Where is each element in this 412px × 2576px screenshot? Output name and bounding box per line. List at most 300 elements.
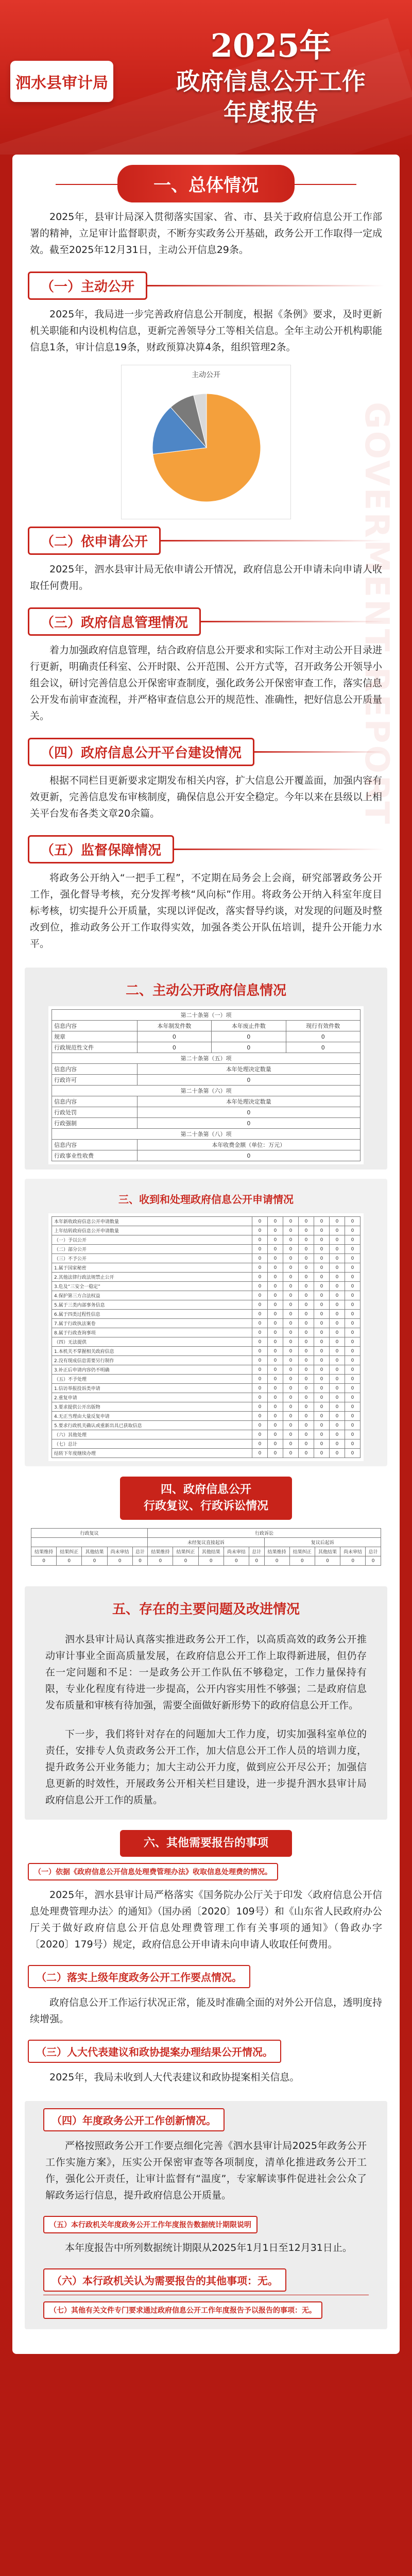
table-cell: 结果纠正 — [173, 1547, 198, 1556]
table-row — [52, 1310, 360, 1319]
table-cell: 0 — [268, 1421, 283, 1430]
active-disclosure-table — [52, 1009, 360, 1161]
table-cell: 行政强制 — [52, 1118, 138, 1129]
fee-text: 2025年，泗水县审计局严格落实《国务院办公厅关于印发〈政府信息公开信息处理费管理办法〉的通知》（国办函〔2020〕109号）和《山东省人民政府办公厅关于做好政府信息公开信息处理费管理工作有关事项的通知》（鲁政办字〔2020〕179号）规定，政府信息公开申请未向申请人收取任何费用。 — [30, 1889, 382, 1950]
table-cell: 0 — [268, 1412, 283, 1421]
table-cell: 0 — [283, 1439, 299, 1449]
table-cell: 0 — [82, 1556, 107, 1566]
table-cell: 0 — [57, 1556, 82, 1566]
table-cell: 现行有效件数 — [286, 1021, 360, 1031]
table-cell: 0 — [330, 1282, 345, 1291]
table-row — [52, 1402, 360, 1412]
other-item-misc — [43, 2268, 369, 2292]
table-cell: （一）予以公开 — [52, 1235, 252, 1245]
table-cell: 0 — [268, 1337, 283, 1347]
application-sheet — [48, 1213, 364, 1461]
table-cell: 0 — [252, 1393, 268, 1402]
table-cell: 0 — [268, 1347, 283, 1356]
table-row — [52, 1118, 360, 1129]
table-cell: 0 — [314, 1439, 330, 1449]
table-cell: 0 — [252, 1402, 268, 1412]
table-cell: 0 — [314, 1300, 330, 1310]
platform-text: 根据不同栏目更新要求定期发布相关内容，扩大信息公开覆盖面，加强内容有效更新，完善信息发布审核制度，确保信息公开安全稳定。今年以来在县级以上相关平台发布各类文章20余篇。 — [30, 775, 383, 819]
other-item-proposals — [28, 2040, 384, 2063]
table-cell: 行政事业性收费 — [52, 1150, 138, 1161]
table-cell: 0 — [345, 1235, 360, 1245]
table-row — [31, 1538, 381, 1547]
table-cell: 0 — [286, 1042, 360, 1053]
table-cell: 尚未审结 — [224, 1547, 249, 1556]
table-cell: 0 — [268, 1319, 283, 1328]
table-cell: 0 — [345, 1356, 360, 1365]
table-cell: 其他结果 — [82, 1547, 107, 1556]
application-table — [52, 1216, 360, 1458]
table-cell: 0 — [330, 1365, 345, 1375]
table-cell: 0 — [330, 1402, 345, 1412]
table-cell: 0 — [268, 1273, 283, 1282]
table-cell: 0 — [268, 1254, 283, 1263]
sub-heading-supervision — [28, 835, 384, 863]
table-cell: 0 — [252, 1300, 268, 1310]
table-cell: 0 — [299, 1393, 314, 1402]
table-cell: （四）无法提供 — [52, 1337, 252, 1347]
section-4-title — [120, 1477, 292, 1520]
table-cell: 4.保护第三方合法权益 — [52, 1291, 252, 1300]
table-cell: 0 — [252, 1439, 268, 1449]
table-cell: 0 — [283, 1254, 299, 1263]
table-cell: 0 — [314, 1347, 330, 1356]
table-cell: 0 — [283, 1217, 299, 1226]
table-cell: （二）部分公开 — [52, 1245, 252, 1254]
table-cell: 信息内容 — [52, 1021, 138, 1031]
table-cell: 0 — [345, 1282, 360, 1291]
table-cell: 0 — [107, 1556, 132, 1566]
table-cell: 总计 — [249, 1547, 265, 1556]
report-card — [12, 155, 400, 2354]
table-cell: 0 — [345, 1421, 360, 1430]
improvement-text: 下一步，我们将针对存在的问题加大工作力度，切实加强科室单位的责任，安排专人负责政务公开工作，加大信息公开工作人员的培训力度，提升政务公开业务能力；加大主动公开力度，做到应公开尽公开；加强信息更新的时效性，开展政务公开相关栏目建设，进一步提升泗水县审计局政府信息公开工作的质量。 — [45, 1728, 367, 1806]
table-row — [52, 1075, 360, 1086]
table-cell: 0 — [137, 1042, 211, 1053]
table-cell: 0 — [268, 1430, 283, 1439]
table-cell: 结果维持 — [264, 1547, 289, 1556]
table-row — [52, 1393, 360, 1402]
table-cell: 6.属于四类过程性信息 — [52, 1310, 252, 1319]
table-cell: 0 — [299, 1282, 314, 1291]
table-cell: 0 — [299, 1356, 314, 1365]
table-row — [52, 1412, 360, 1421]
table-cell: 0 — [299, 1402, 314, 1412]
active-disclosure-text: 2025年，我局进一步完善政府信息公开制度，根据《条例》要求，及时更新机关职能和内设机构信息，更新完善领导分工等相关信息。全年主动公开机构职能信息1条，审计信息19条，财政预算决算4条，组织管理2条。 — [30, 309, 383, 353]
table-cell: 规章 — [52, 1031, 138, 1042]
table-cell: 0 — [224, 1556, 249, 1566]
table-cell: 本年制发件数 — [137, 1021, 211, 1031]
table-cell: 0 — [314, 1235, 330, 1245]
table-cell: 0 — [268, 1217, 283, 1226]
table-cell: 结果纠正 — [289, 1547, 315, 1556]
table-cell: 信息内容 — [52, 1140, 138, 1150]
table-row — [52, 1096, 360, 1107]
table-row — [52, 1235, 360, 1245]
table-cell: 0 — [299, 1319, 314, 1328]
table-cell: 0 — [283, 1300, 299, 1310]
table-row — [31, 1547, 381, 1556]
table-cell: 0 — [330, 1273, 345, 1282]
section-2-title: 二、主动公开政府信息情况 — [125, 983, 286, 998]
table-cell: 8.属于行政查询事项 — [52, 1328, 252, 1337]
pie-chart — [121, 365, 291, 519]
table-cell: 0 — [345, 1226, 360, 1235]
table-cell: 0 — [330, 1393, 345, 1402]
table-cell: 0 — [289, 1556, 315, 1566]
table-cell: 0 — [345, 1449, 360, 1458]
table-cell: 7.属于行政执法案卷 — [52, 1319, 252, 1328]
table-row — [52, 1384, 360, 1393]
other-item-label: （三）人大代表建议和政协提案办理结果公开情况。 — [28, 2040, 281, 2063]
table-cell: 0 — [345, 1365, 360, 1375]
table-cell: 0 — [283, 1347, 299, 1356]
table-cell: 0 — [252, 1412, 268, 1421]
section-5-box — [25, 1586, 387, 1820]
table-cell: 0 — [137, 1118, 360, 1129]
table-row — [52, 1010, 360, 1021]
table-cell: 0 — [330, 1384, 345, 1393]
table-cell: 0 — [148, 1556, 173, 1566]
table-cell: 本年收费金额（单位：万元） — [137, 1140, 360, 1150]
table-row — [52, 1375, 360, 1384]
watermark-text: GOVERMENT REPORT — [357, 402, 396, 826]
table-row — [52, 1226, 360, 1235]
table-cell: 0 — [252, 1347, 268, 1356]
proposals-text: 2025年，我局未收到人大代表建议和政协提案相关信息。 — [49, 2072, 300, 2083]
table-cell: 0 — [314, 1412, 330, 1421]
table-cell: 0 — [198, 1556, 224, 1566]
report-title — [142, 26, 400, 128]
table-cell: 0 — [314, 1263, 330, 1273]
table-cell: 未经复议直接起诉 — [148, 1538, 264, 1547]
table-cell: 0 — [330, 1328, 345, 1337]
table-row — [52, 1064, 360, 1075]
section-3-box — [25, 1179, 387, 1466]
other-item-label: （六）本行政机关认为需要报告的其他事项：无。 — [43, 2268, 286, 2292]
table-cell: 0 — [132, 1556, 148, 1566]
table-cell: 0 — [252, 1291, 268, 1300]
table-cell: 信息内容 — [52, 1064, 138, 1075]
table-cell: 0 — [345, 1430, 360, 1439]
table-row — [52, 1031, 360, 1042]
other-item-innovation — [43, 2108, 369, 2131]
table-cell: 0 — [252, 1328, 268, 1337]
table-cell: 0 — [314, 1226, 330, 1235]
table-cell: 0 — [314, 1319, 330, 1328]
table-cell: 4.无正当理由大量反复申请 — [52, 1412, 252, 1421]
table-cell: 0 — [283, 1402, 299, 1412]
table-row — [52, 1365, 360, 1375]
table-cell: 0 — [314, 1421, 330, 1430]
table-cell: 0 — [314, 1356, 330, 1365]
table-cell: 0 — [283, 1328, 299, 1337]
table-cell: 0 — [314, 1337, 330, 1347]
section-4-title-line1: 四、政府信息公开 — [160, 1483, 251, 1496]
table-cell: 0 — [252, 1430, 268, 1439]
table-cell: 0 — [283, 1282, 299, 1291]
table-cell: 0 — [283, 1310, 299, 1319]
other-item-period — [43, 2216, 369, 2233]
table-cell: 0 — [283, 1226, 299, 1235]
table-cell: 0 — [252, 1273, 268, 1282]
table-cell: 0 — [299, 1421, 314, 1430]
table-cell: 0 — [268, 1245, 283, 1254]
section-6-title: 六、其他需要报告的事项 — [120, 1830, 292, 1857]
table-cell: 0 — [283, 1291, 299, 1300]
other-item-label: （四）年度政务公开工作创新情况。 — [43, 2108, 225, 2131]
table-row — [52, 1430, 360, 1439]
table-row — [52, 1439, 360, 1449]
table-cell: 0 — [299, 1328, 314, 1337]
table-cell: 总计 — [132, 1547, 148, 1556]
table-cell: 第二十条第（六）项 — [52, 1086, 360, 1096]
org-name: 泗水县审计局 — [15, 74, 108, 92]
table-cell: 0 — [314, 1449, 330, 1458]
table-cell: 行政处罚 — [52, 1107, 138, 1118]
table-cell: 0 — [366, 1556, 381, 1566]
table-cell: 0 — [314, 1402, 330, 1412]
table-cell: 0 — [330, 1300, 345, 1310]
table-cell: 2.没有现成信息需要另行制作 — [52, 1356, 252, 1365]
table-cell: 信息内容 — [52, 1096, 138, 1107]
innovation-text: 严格按照政务公开工作要点细化完善《泗水县审计局2025年政务公开工作实施方案》，压实公开保密审查等各项制度，清单化推进政务公开工作，强化公开责任，让审计监督有“温度”，专家解读事件促进社会公众了解政务运行信息，提升政府信息公开质量。 — [45, 2140, 367, 2201]
table-row — [52, 1319, 360, 1328]
table-cell: 0 — [345, 1217, 360, 1226]
table-row — [52, 1140, 360, 1150]
sub-heading-label: （三）政府信息管理情况 — [28, 607, 201, 636]
section-2-box — [25, 968, 387, 1170]
table-row — [52, 1254, 360, 1263]
sub-heading-label: （四）政府信息公开平台建设情况 — [28, 738, 254, 766]
table-cell: 0 — [330, 1263, 345, 1273]
table-cell: 5.要求行政机关确认或重新出具已获取信息 — [52, 1421, 252, 1430]
table-cell: 0 — [330, 1375, 345, 1384]
table-cell: 0 — [212, 1031, 286, 1042]
table-cell: 0 — [268, 1375, 283, 1384]
table-cell: 0 — [299, 1263, 314, 1273]
table-cell: 0 — [345, 1263, 360, 1273]
section-4-title-line2: 行政复议、行政诉讼情况 — [143, 1500, 268, 1513]
table-cell: 0 — [252, 1375, 268, 1384]
table-row — [52, 1042, 360, 1053]
table-cell: 0 — [330, 1245, 345, 1254]
table-cell: 2.重复申请 — [52, 1393, 252, 1402]
table-cell: 其他结果 — [315, 1547, 340, 1556]
table-cell: 0 — [314, 1384, 330, 1393]
table-cell: 本年处理决定数量 — [137, 1064, 360, 1075]
table-cell: 0 — [283, 1375, 299, 1384]
table-cell: 5.属于三类内部事务信息 — [52, 1300, 252, 1310]
other-item-special — [43, 2301, 369, 2319]
table-cell: 0 — [345, 1412, 360, 1421]
report-year: 2025年 — [210, 27, 332, 64]
table-cell: 0 — [283, 1319, 299, 1328]
table-cell: 0 — [345, 1254, 360, 1263]
table-cell: 3.补正后申请内容仍不明确 — [52, 1365, 252, 1375]
table-cell: 0 — [137, 1107, 360, 1118]
application-text: 2025年，泗水县审计局无依申请公开情况，政府信息公开申请未向申请人收取任何费用。 — [30, 564, 382, 591]
table-cell: 0 — [283, 1393, 299, 1402]
table-row — [52, 1421, 360, 1430]
section-3-title: 三、收到和处理政府信息公开申请情况 — [118, 1193, 294, 1206]
sub-heading-application — [28, 527, 384, 555]
problems-text: 泗水县审计局认真落实推进政务公开工作，以高质高效的政务公开推动审计事业全面高质量发展，在政府信息公开工作上取得新进展，但仍存在一定问题和不足：一是政务公开工作队伍不够稳定，工作力量保持有限，专业化程度有待进一步提高，公开内容实用性不够强；二是政府信息发布质量和审核有待加强，需要全面做好新形势下的政府信息公开工作。 — [45, 1634, 367, 1711]
table-cell: 第二十条第（一）项 — [52, 1010, 360, 1021]
section-4-banner — [12, 1477, 400, 1520]
keypoints-text: 政府信息公开工作运行状况正常，能及时准确全面的对外公开信息，透明度持续增强。 — [30, 1997, 383, 2025]
sub-heading-label: （五）监督保障情况 — [28, 835, 174, 863]
table-row — [52, 1300, 360, 1310]
sub-heading-active — [28, 272, 384, 300]
table-cell: 0 — [252, 1254, 268, 1263]
section-1-banner — [12, 155, 400, 202]
table-cell: 第二十条第（五）项 — [52, 1053, 360, 1064]
section-1-intro: 2025年，县审计局深入贯彻落实国家、省、市、县关于政府信息公开工作部署的精神，立足审计监督职责，不断夯实政务公开基础，政务公开工作取得一定成效。截至2025年12月31日，主动公开信息29条。 — [30, 211, 383, 256]
table-cell: （五）不予处理 — [52, 1375, 252, 1384]
table-cell: 0 — [314, 1291, 330, 1300]
table-cell: 0 — [268, 1263, 283, 1273]
table-cell: 0 — [249, 1556, 265, 1566]
table-cell: 0 — [299, 1365, 314, 1375]
table-cell: 0 — [330, 1254, 345, 1263]
table-cell: 0 — [268, 1300, 283, 1310]
table-cell: 0 — [252, 1310, 268, 1319]
table-cell: 0 — [299, 1254, 314, 1263]
table-cell: 0 — [268, 1393, 283, 1402]
table-cell: 0 — [299, 1449, 314, 1458]
other-item-keypoints — [28, 1965, 384, 1988]
table-cell: 0 — [330, 1235, 345, 1245]
table-cell: 0 — [212, 1042, 286, 1053]
period-text: 本年度报告中所列数据统计期限从2025年1月1日至12月31日止。 — [65, 2242, 352, 2253]
table-cell: （七）总计 — [52, 1439, 252, 1449]
table-cell: 结果维持 — [148, 1547, 173, 1556]
table-cell: 0 — [252, 1319, 268, 1328]
table-cell: 0 — [264, 1556, 289, 1566]
other-item-label: （一）依据《政府信息公开信息处理费管理办法》收取信息处理费的情况。 — [28, 1863, 278, 1880]
table-cell: 0 — [330, 1430, 345, 1439]
other-items-box — [25, 2101, 387, 2329]
table-cell: 0 — [252, 1263, 268, 1273]
table-cell: 0 — [330, 1310, 345, 1319]
table-cell: 0 — [299, 1384, 314, 1393]
table-cell: 0 — [283, 1245, 299, 1254]
table-row — [52, 1086, 360, 1096]
table-cell: 0 — [330, 1291, 345, 1300]
table-cell: 0 — [137, 1150, 360, 1161]
table-cell: 0 — [252, 1421, 268, 1430]
table-row — [52, 1291, 360, 1300]
table-cell: 0 — [299, 1375, 314, 1384]
table-cell: 结果纠正 — [57, 1547, 82, 1556]
table-cell: （三）不予公开 — [52, 1254, 252, 1263]
table-cell: 0 — [314, 1273, 330, 1282]
table-row — [52, 1245, 360, 1254]
section-6-banner — [12, 1830, 400, 1857]
table-cell: 0 — [137, 1031, 211, 1042]
table-cell: 0 — [299, 1235, 314, 1245]
table-cell: 结果维持 — [31, 1547, 57, 1556]
header-banner — [0, 0, 412, 155]
table-cell: 0 — [299, 1430, 314, 1439]
table-cell: 0 — [314, 1254, 330, 1263]
table-cell: 0 — [283, 1430, 299, 1439]
active-disclosure-sheet — [48, 1006, 364, 1164]
table-row — [52, 1053, 360, 1064]
table-cell: 0 — [268, 1365, 283, 1375]
review-sheet — [28, 1525, 384, 1569]
table-cell: 0 — [314, 1430, 330, 1439]
table-cell: 0 — [299, 1217, 314, 1226]
table-cell: 1.属于国家秘密 — [52, 1263, 252, 1273]
table-row — [31, 1529, 381, 1538]
table-cell: 0 — [345, 1347, 360, 1356]
supervision-text: 将政务公开纳入“一把手工程”，不定期在局务会上会商，研究部署政务公开工作，强化督导考核，充分发挥考核“风向标”作用。将政务公开纳入科室年度目标考核，切实提升公开质量，实现以评促改，落实督导约谈，对发现的问题及时整改到位，推动政务公开工作取得实效，加强各类公开队伍培训，提升公开能力水平。 — [30, 872, 383, 950]
table-cell: 第二十条第（八）项 — [52, 1129, 360, 1140]
table-cell: 0 — [345, 1310, 360, 1319]
table-cell: 0 — [252, 1449, 268, 1458]
table-cell: 0 — [268, 1439, 283, 1449]
table-cell: 0 — [283, 1273, 299, 1282]
table-cell: 3.危及“三安全一稳定” — [52, 1282, 252, 1291]
table-cell: 0 — [314, 1282, 330, 1291]
table-cell: 0 — [268, 1384, 283, 1393]
table-cell: 0 — [330, 1439, 345, 1449]
table-cell: 1.本机关不掌握相关政府信息 — [52, 1347, 252, 1356]
table-cell: 0 — [345, 1384, 360, 1393]
table-cell: 0 — [345, 1245, 360, 1254]
pie-chart-svg — [122, 365, 291, 520]
table-cell: 1.信访举报投诉类申请 — [52, 1384, 252, 1393]
table-cell: 0 — [314, 1217, 330, 1226]
table-cell: 上年结转政府信息公开申请数量 — [52, 1226, 252, 1235]
sub-heading-label: （一）主动公开 — [28, 272, 147, 300]
table-cell: 0 — [268, 1328, 283, 1337]
report-title-line1: 政府信息公开工作 — [176, 67, 366, 95]
table-cell: 0 — [340, 1556, 366, 1566]
table-cell: 总计 — [366, 1547, 381, 1556]
table-cell: 0 — [299, 1412, 314, 1421]
table-cell: 0 — [252, 1384, 268, 1393]
table-cell: 行政规范性文件 — [52, 1042, 138, 1053]
table-row — [52, 1328, 360, 1337]
table-cell: （六）其他处理 — [52, 1430, 252, 1439]
table-cell: 0 — [268, 1282, 283, 1291]
table-cell: 行政诉讼 — [148, 1529, 381, 1538]
table-cell: 0 — [268, 1226, 283, 1235]
table-cell: 本年处理决定数量 — [137, 1096, 360, 1107]
table-cell: 0 — [299, 1310, 314, 1319]
table-cell: 0 — [330, 1356, 345, 1365]
review-litigation-table — [31, 1528, 381, 1566]
table-cell: 0 — [330, 1449, 345, 1458]
table-cell: 0 — [345, 1375, 360, 1384]
table-cell: 0 — [299, 1273, 314, 1282]
table-row — [52, 1263, 360, 1273]
table-cell: 0 — [299, 1347, 314, 1356]
table-cell: 0 — [330, 1319, 345, 1328]
table-cell: 尚未审结 — [107, 1547, 132, 1556]
table-cell: 0 — [252, 1235, 268, 1245]
table-cell: 0 — [345, 1273, 360, 1282]
table-cell: 0 — [283, 1365, 299, 1375]
table-row — [52, 1150, 360, 1161]
